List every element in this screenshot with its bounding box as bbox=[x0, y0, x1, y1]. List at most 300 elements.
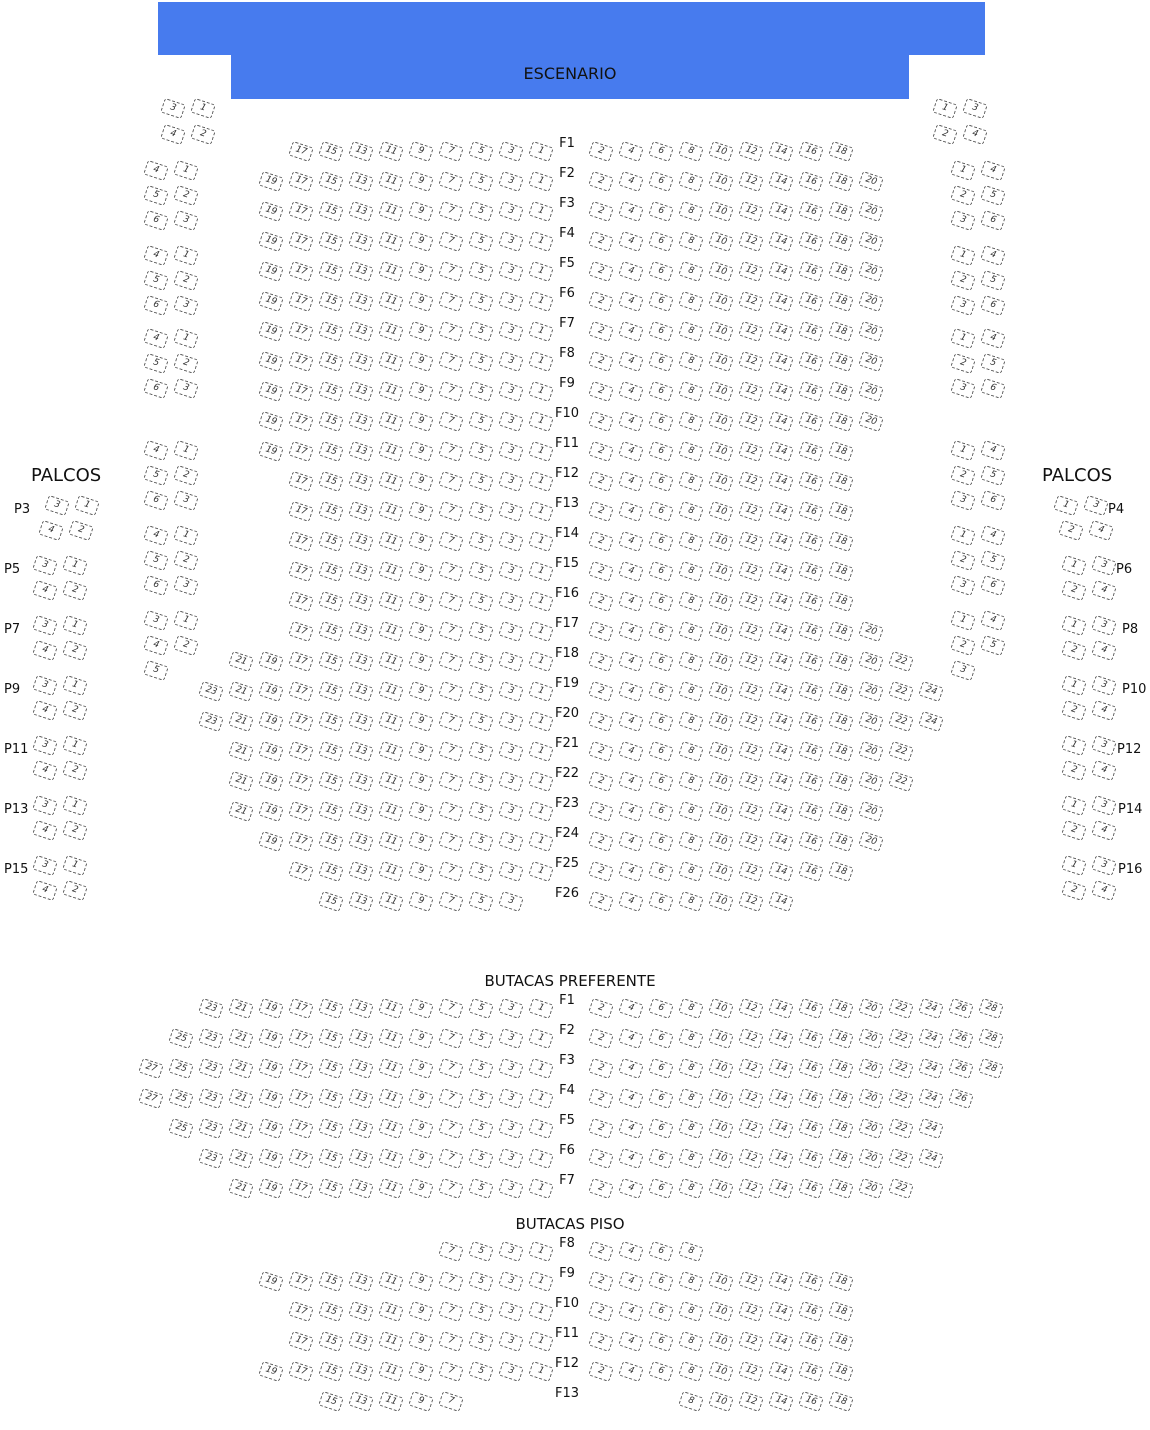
platea-seat[interactable]: 9 bbox=[408, 171, 434, 192]
platea-seat[interactable]: 17 bbox=[288, 321, 314, 342]
platea-seat[interactable]: 12 bbox=[738, 261, 764, 282]
piso-seat[interactable]: 2 bbox=[588, 1301, 614, 1322]
platea-seat[interactable]: 9 bbox=[408, 201, 434, 222]
piso-seat[interactable]: 14 bbox=[768, 1361, 794, 1382]
platea-seat[interactable]: 12 bbox=[738, 531, 764, 552]
preferente-seat[interactable]: 2 bbox=[588, 1118, 614, 1139]
platea-seat[interactable]: 5 bbox=[468, 651, 494, 672]
platea-seat[interactable]: 20 bbox=[858, 351, 884, 372]
side-left-seat[interactable]: 6 bbox=[143, 378, 169, 399]
side-left-seat[interactable]: 6 bbox=[143, 575, 169, 596]
box-seat[interactable]: 2 bbox=[62, 640, 88, 661]
platea-seat[interactable]: 11 bbox=[378, 711, 404, 732]
platea-seat[interactable]: 2 bbox=[588, 681, 614, 702]
platea-seat[interactable]: 8 bbox=[678, 411, 704, 432]
platea-seat[interactable]: 10 bbox=[708, 261, 734, 282]
platea-seat[interactable]: 4 bbox=[618, 861, 644, 882]
side-left-seat[interactable]: 3 bbox=[173, 210, 199, 231]
preferente-seat[interactable]: 15 bbox=[318, 1178, 344, 1199]
preferente-seat[interactable]: 19 bbox=[258, 1058, 284, 1079]
preferente-seat[interactable]: 9 bbox=[408, 998, 434, 1019]
platea-seat[interactable]: 3 bbox=[498, 261, 524, 282]
platea-seat[interactable]: 9 bbox=[408, 141, 434, 162]
platea-seat[interactable]: 2 bbox=[588, 501, 614, 522]
platea-seat[interactable]: 17 bbox=[288, 381, 314, 402]
preferente-seat[interactable]: 15 bbox=[318, 998, 344, 1019]
platea-seat[interactable]: 15 bbox=[318, 711, 344, 732]
platea-seat[interactable]: 7 bbox=[438, 381, 464, 402]
platea-seat[interactable]: 2 bbox=[588, 561, 614, 582]
platea-seat[interactable]: 1 bbox=[528, 411, 554, 432]
preferente-seat[interactable]: 6 bbox=[648, 1148, 674, 1169]
platea-seat[interactable]: 6 bbox=[648, 561, 674, 582]
platea-seat[interactable]: 17 bbox=[288, 831, 314, 852]
platea-seat[interactable]: 19 bbox=[258, 801, 284, 822]
side-left-seat[interactable]: 5 bbox=[143, 465, 169, 486]
platea-seat[interactable]: 6 bbox=[648, 801, 674, 822]
platea-seat[interactable]: 6 bbox=[648, 381, 674, 402]
platea-seat[interactable]: 14 bbox=[768, 891, 794, 912]
preferente-seat[interactable]: 16 bbox=[798, 1148, 824, 1169]
platea-seat[interactable]: 9 bbox=[408, 321, 434, 342]
platea-seat[interactable]: 11 bbox=[378, 471, 404, 492]
platea-seat[interactable]: 19 bbox=[258, 291, 284, 312]
side-right-seat[interactable]: 3 bbox=[950, 575, 976, 596]
preferente-seat[interactable]: 12 bbox=[738, 1088, 764, 1109]
platea-seat[interactable]: 5 bbox=[468, 711, 494, 732]
platea-seat[interactable]: 9 bbox=[408, 711, 434, 732]
preferente-seat[interactable]: 26 bbox=[948, 998, 974, 1019]
platea-seat[interactable]: 14 bbox=[768, 831, 794, 852]
platea-seat[interactable]: 13 bbox=[348, 231, 374, 252]
platea-seat[interactable]: 10 bbox=[708, 681, 734, 702]
platea-seat[interactable]: 16 bbox=[798, 201, 824, 222]
preferente-seat[interactable]: 10 bbox=[708, 1058, 734, 1079]
piso-seat[interactable]: 9 bbox=[408, 1331, 434, 1352]
box-seat[interactable]: 4 bbox=[1091, 580, 1117, 601]
piso-seat[interactable]: 7 bbox=[438, 1361, 464, 1382]
box-seat[interactable]: 1 bbox=[1061, 855, 1087, 876]
preferente-seat[interactable]: 6 bbox=[648, 1028, 674, 1049]
platea-seat[interactable]: 6 bbox=[648, 531, 674, 552]
platea-seat[interactable]: 2 bbox=[588, 741, 614, 762]
piso-seat[interactable]: 10 bbox=[708, 1391, 734, 1412]
platea-seat[interactable]: 5 bbox=[468, 771, 494, 792]
box-seat[interactable]: 4 bbox=[32, 820, 58, 841]
platea-seat[interactable]: 17 bbox=[288, 741, 314, 762]
side-left-seat[interactable]: 5 bbox=[143, 353, 169, 374]
piso-seat[interactable]: 19 bbox=[258, 1271, 284, 1292]
platea-seat[interactable]: 9 bbox=[408, 741, 434, 762]
platea-seat[interactable]: 14 bbox=[768, 321, 794, 342]
box-seat[interactable]: 3 bbox=[44, 495, 70, 516]
platea-seat[interactable]: 19 bbox=[258, 321, 284, 342]
platea-seat[interactable]: 4 bbox=[618, 621, 644, 642]
platea-seat[interactable]: 11 bbox=[378, 381, 404, 402]
platea-seat[interactable]: 13 bbox=[348, 861, 374, 882]
platea-seat[interactable]: 6 bbox=[648, 441, 674, 462]
platea-seat[interactable]: 10 bbox=[708, 231, 734, 252]
platea-seat[interactable]: 5 bbox=[468, 801, 494, 822]
platea-seat[interactable]: 6 bbox=[648, 171, 674, 192]
platea-seat[interactable]: 1 bbox=[528, 831, 554, 852]
preferente-seat[interactable]: 13 bbox=[348, 1028, 374, 1049]
piso-seat[interactable]: 18 bbox=[828, 1391, 854, 1412]
box-seat[interactable]: 4 bbox=[32, 880, 58, 901]
preferente-seat[interactable]: 5 bbox=[468, 1178, 494, 1199]
preferente-seat[interactable]: 12 bbox=[738, 1028, 764, 1049]
platea-seat[interactable]: 1 bbox=[528, 681, 554, 702]
piso-seat[interactable]: 8 bbox=[678, 1271, 704, 1292]
preferente-seat[interactable]: 17 bbox=[288, 1028, 314, 1049]
side-left-seat[interactable]: 2 bbox=[173, 185, 199, 206]
platea-seat[interactable]: 4 bbox=[618, 591, 644, 612]
piso-seat[interactable]: 1 bbox=[528, 1271, 554, 1292]
platea-seat[interactable]: 16 bbox=[798, 651, 824, 672]
platea-seat[interactable]: 13 bbox=[348, 591, 374, 612]
platea-seat[interactable]: 17 bbox=[288, 351, 314, 372]
platea-seat[interactable]: 4 bbox=[618, 741, 644, 762]
preferente-seat[interactable]: 2 bbox=[588, 1028, 614, 1049]
box-seat[interactable]: 2 bbox=[62, 820, 88, 841]
platea-seat[interactable]: 22 bbox=[888, 771, 914, 792]
preferente-seat[interactable]: 13 bbox=[348, 998, 374, 1019]
preferente-seat[interactable]: 22 bbox=[888, 1028, 914, 1049]
preferente-seat[interactable]: 1 bbox=[528, 1088, 554, 1109]
platea-seat[interactable]: 6 bbox=[648, 861, 674, 882]
piso-seat[interactable]: 16 bbox=[798, 1301, 824, 1322]
platea-seat[interactable]: 19 bbox=[258, 171, 284, 192]
platea-seat[interactable]: 13 bbox=[348, 411, 374, 432]
platea-seat[interactable]: 6 bbox=[648, 621, 674, 642]
piso-seat[interactable]: 5 bbox=[468, 1361, 494, 1382]
box-seat[interactable]: 2 bbox=[62, 700, 88, 721]
preferente-seat[interactable]: 9 bbox=[408, 1058, 434, 1079]
side-left-seat[interactable]: 2 bbox=[173, 353, 199, 374]
platea-seat[interactable]: 8 bbox=[678, 381, 704, 402]
side-right-seat[interactable]: 3 bbox=[950, 490, 976, 511]
platea-seat[interactable]: 18 bbox=[828, 621, 854, 642]
platea-seat[interactable]: 1 bbox=[528, 261, 554, 282]
platea-seat[interactable]: 14 bbox=[768, 801, 794, 822]
platea-seat[interactable]: 3 bbox=[498, 711, 524, 732]
platea-seat[interactable]: 18 bbox=[828, 381, 854, 402]
piso-seat[interactable]: 6 bbox=[648, 1271, 674, 1292]
platea-seat[interactable]: 4 bbox=[618, 651, 644, 672]
platea-seat[interactable]: 1 bbox=[528, 741, 554, 762]
preferente-seat[interactable]: 7 bbox=[438, 1058, 464, 1079]
platea-seat[interactable]: 5 bbox=[468, 501, 494, 522]
preferente-seat[interactable]: 18 bbox=[828, 998, 854, 1019]
preferente-seat[interactable]: 10 bbox=[708, 1118, 734, 1139]
platea-seat[interactable]: 18 bbox=[828, 651, 854, 672]
platea-seat[interactable]: 24 bbox=[918, 681, 944, 702]
side-right-seat[interactable]: 1 bbox=[950, 440, 976, 461]
preferente-seat[interactable]: 16 bbox=[798, 1058, 824, 1079]
platea-seat[interactable]: 8 bbox=[678, 441, 704, 462]
platea-seat[interactable]: 14 bbox=[768, 741, 794, 762]
platea-seat[interactable]: 3 bbox=[498, 231, 524, 252]
preferente-seat[interactable]: 19 bbox=[258, 998, 284, 1019]
side-right-seat[interactable]: 6 bbox=[980, 210, 1006, 231]
piso-seat[interactable]: 7 bbox=[438, 1241, 464, 1262]
platea-seat[interactable]: 13 bbox=[348, 321, 374, 342]
platea-seat[interactable]: 2 bbox=[588, 831, 614, 852]
preferente-seat[interactable]: 22 bbox=[888, 1058, 914, 1079]
platea-seat[interactable]: 20 bbox=[858, 321, 884, 342]
platea-seat[interactable]: 5 bbox=[468, 411, 494, 432]
platea-seat[interactable]: 10 bbox=[708, 291, 734, 312]
preferente-seat[interactable]: 4 bbox=[618, 1148, 644, 1169]
platea-seat[interactable]: 10 bbox=[708, 741, 734, 762]
preferente-seat[interactable]: 11 bbox=[378, 1058, 404, 1079]
platea-seat[interactable]: 12 bbox=[738, 381, 764, 402]
platea-seat[interactable]: 11 bbox=[378, 171, 404, 192]
preferente-seat[interactable]: 19 bbox=[258, 1118, 284, 1139]
side-left-seat[interactable]: 2 bbox=[173, 270, 199, 291]
preferente-seat[interactable]: 2 bbox=[588, 1178, 614, 1199]
preferente-seat[interactable]: 7 bbox=[438, 1178, 464, 1199]
platea-seat[interactable]: 8 bbox=[678, 501, 704, 522]
piso-seat[interactable]: 18 bbox=[828, 1331, 854, 1352]
platea-seat[interactable]: 2 bbox=[588, 471, 614, 492]
preferente-seat[interactable]: 7 bbox=[438, 1118, 464, 1139]
platea-seat[interactable]: 22 bbox=[888, 711, 914, 732]
platea-seat[interactable]: 9 bbox=[408, 531, 434, 552]
side-left-seat[interactable]: 1 bbox=[173, 525, 199, 546]
platea-seat[interactable]: 5 bbox=[468, 681, 494, 702]
side-left-seat[interactable]: 2 bbox=[190, 124, 216, 145]
preferente-seat[interactable]: 20 bbox=[858, 1148, 884, 1169]
platea-seat[interactable]: 8 bbox=[678, 471, 704, 492]
platea-seat[interactable]: 17 bbox=[288, 711, 314, 732]
preferente-seat[interactable]: 18 bbox=[828, 1028, 854, 1049]
preferente-seat[interactable]: 8 bbox=[678, 1088, 704, 1109]
side-right-seat[interactable]: 1 bbox=[950, 525, 976, 546]
platea-seat[interactable]: 13 bbox=[348, 141, 374, 162]
preferente-seat[interactable]: 3 bbox=[498, 1118, 524, 1139]
platea-seat[interactable]: 2 bbox=[588, 861, 614, 882]
platea-seat[interactable]: 16 bbox=[798, 561, 824, 582]
platea-seat[interactable]: 15 bbox=[318, 561, 344, 582]
platea-seat[interactable]: 10 bbox=[708, 351, 734, 372]
side-left-seat[interactable]: 4 bbox=[143, 160, 169, 181]
platea-seat[interactable]: 8 bbox=[678, 681, 704, 702]
platea-seat[interactable]: 1 bbox=[528, 321, 554, 342]
platea-seat[interactable]: 19 bbox=[258, 681, 284, 702]
platea-seat[interactable]: 1 bbox=[528, 441, 554, 462]
platea-seat[interactable]: 20 bbox=[858, 831, 884, 852]
box-seat[interactable]: 1 bbox=[74, 495, 100, 516]
preferente-seat[interactable]: 15 bbox=[318, 1118, 344, 1139]
platea-seat[interactable]: 12 bbox=[738, 561, 764, 582]
platea-seat[interactable]: 9 bbox=[408, 411, 434, 432]
platea-seat[interactable]: 8 bbox=[678, 591, 704, 612]
platea-seat[interactable]: 1 bbox=[528, 861, 554, 882]
platea-seat[interactable]: 21 bbox=[228, 651, 254, 672]
platea-seat[interactable]: 2 bbox=[588, 651, 614, 672]
platea-seat[interactable]: 13 bbox=[348, 891, 374, 912]
preferente-seat[interactable]: 4 bbox=[618, 1088, 644, 1109]
platea-seat[interactable]: 1 bbox=[528, 471, 554, 492]
platea-seat[interactable]: 5 bbox=[468, 891, 494, 912]
piso-seat[interactable]: 15 bbox=[318, 1301, 344, 1322]
platea-seat[interactable]: 6 bbox=[648, 711, 674, 732]
box-seat[interactable]: 1 bbox=[1061, 615, 1087, 636]
side-left-seat[interactable]: 3 bbox=[173, 378, 199, 399]
side-right-seat[interactable]: 3 bbox=[950, 378, 976, 399]
platea-seat[interactable]: 7 bbox=[438, 861, 464, 882]
platea-seat[interactable]: 8 bbox=[678, 861, 704, 882]
platea-seat[interactable]: 23 bbox=[198, 681, 224, 702]
platea-seat[interactable]: 15 bbox=[318, 681, 344, 702]
preferente-seat[interactable]: 2 bbox=[588, 1058, 614, 1079]
piso-seat[interactable]: 12 bbox=[738, 1271, 764, 1292]
piso-seat[interactable]: 1 bbox=[528, 1361, 554, 1382]
platea-seat[interactable]: 6 bbox=[648, 651, 674, 672]
box-seat[interactable]: 1 bbox=[1061, 735, 1087, 756]
side-left-seat[interactable]: 6 bbox=[143, 210, 169, 231]
platea-seat[interactable]: 21 bbox=[228, 801, 254, 822]
side-left-seat[interactable]: 4 bbox=[143, 525, 169, 546]
platea-seat[interactable]: 20 bbox=[858, 261, 884, 282]
platea-seat[interactable]: 4 bbox=[618, 441, 644, 462]
preferente-seat[interactable]: 20 bbox=[858, 1058, 884, 1079]
platea-seat[interactable]: 4 bbox=[618, 351, 644, 372]
platea-seat[interactable]: 21 bbox=[228, 741, 254, 762]
platea-seat[interactable]: 15 bbox=[318, 201, 344, 222]
platea-seat[interactable]: 7 bbox=[438, 891, 464, 912]
preferente-seat[interactable]: 3 bbox=[498, 1088, 524, 1109]
platea-seat[interactable]: 24 bbox=[918, 711, 944, 732]
platea-seat[interactable]: 18 bbox=[828, 171, 854, 192]
platea-seat[interactable]: 17 bbox=[288, 651, 314, 672]
platea-seat[interactable]: 19 bbox=[258, 261, 284, 282]
platea-seat[interactable]: 7 bbox=[438, 141, 464, 162]
platea-seat[interactable]: 14 bbox=[768, 471, 794, 492]
platea-seat[interactable]: 13 bbox=[348, 741, 374, 762]
piso-seat[interactable]: 7 bbox=[438, 1391, 464, 1412]
platea-seat[interactable]: 12 bbox=[738, 501, 764, 522]
platea-seat[interactable]: 3 bbox=[498, 831, 524, 852]
side-left-seat[interactable]: 1 bbox=[173, 610, 199, 631]
box-seat[interactable]: 2 bbox=[62, 580, 88, 601]
platea-seat[interactable]: 10 bbox=[708, 141, 734, 162]
platea-seat[interactable]: 3 bbox=[498, 381, 524, 402]
platea-seat[interactable]: 11 bbox=[378, 591, 404, 612]
box-seat[interactable]: 3 bbox=[32, 555, 58, 576]
side-left-seat[interactable]: 4 bbox=[160, 124, 186, 145]
platea-seat[interactable]: 17 bbox=[288, 591, 314, 612]
preferente-seat[interactable]: 19 bbox=[258, 1148, 284, 1169]
platea-seat[interactable]: 14 bbox=[768, 771, 794, 792]
side-right-seat[interactable]: 6 bbox=[980, 490, 1006, 511]
piso-seat[interactable]: 16 bbox=[798, 1271, 824, 1292]
preferente-seat[interactable]: 14 bbox=[768, 1028, 794, 1049]
platea-seat[interactable]: 9 bbox=[408, 801, 434, 822]
platea-seat[interactable]: 3 bbox=[498, 501, 524, 522]
platea-seat[interactable]: 12 bbox=[738, 831, 764, 852]
platea-seat[interactable]: 8 bbox=[678, 231, 704, 252]
side-right-seat[interactable]: 6 bbox=[980, 378, 1006, 399]
platea-seat[interactable]: 22 bbox=[888, 741, 914, 762]
preferente-seat[interactable]: 6 bbox=[648, 1058, 674, 1079]
platea-seat[interactable]: 15 bbox=[318, 891, 344, 912]
platea-seat[interactable]: 16 bbox=[798, 291, 824, 312]
platea-seat[interactable]: 1 bbox=[528, 501, 554, 522]
platea-seat[interactable]: 7 bbox=[438, 261, 464, 282]
platea-seat[interactable]: 1 bbox=[528, 711, 554, 732]
preferente-seat[interactable]: 22 bbox=[888, 1178, 914, 1199]
preferente-seat[interactable]: 1 bbox=[528, 1178, 554, 1199]
platea-seat[interactable]: 6 bbox=[648, 411, 674, 432]
platea-seat[interactable]: 4 bbox=[618, 801, 644, 822]
platea-seat[interactable]: 15 bbox=[318, 351, 344, 372]
piso-seat[interactable]: 13 bbox=[348, 1391, 374, 1412]
platea-seat[interactable]: 3 bbox=[498, 171, 524, 192]
platea-seat[interactable]: 6 bbox=[648, 471, 674, 492]
preferente-seat[interactable]: 18 bbox=[828, 1148, 854, 1169]
box-seat[interactable]: 3 bbox=[32, 855, 58, 876]
preferente-seat[interactable]: 9 bbox=[408, 1088, 434, 1109]
preferente-seat[interactable]: 7 bbox=[438, 1028, 464, 1049]
platea-seat[interactable]: 15 bbox=[318, 231, 344, 252]
platea-seat[interactable]: 3 bbox=[498, 771, 524, 792]
piso-seat[interactable]: 15 bbox=[318, 1361, 344, 1382]
platea-seat[interactable]: 12 bbox=[738, 741, 764, 762]
platea-seat[interactable]: 1 bbox=[528, 801, 554, 822]
piso-seat[interactable]: 7 bbox=[438, 1271, 464, 1292]
platea-seat[interactable]: 14 bbox=[768, 351, 794, 372]
piso-seat[interactable]: 4 bbox=[618, 1331, 644, 1352]
box-seat[interactable]: 3 bbox=[1083, 495, 1109, 516]
platea-seat[interactable]: 12 bbox=[738, 711, 764, 732]
platea-seat[interactable]: 19 bbox=[258, 411, 284, 432]
platea-seat[interactable]: 1 bbox=[528, 591, 554, 612]
platea-seat[interactable]: 4 bbox=[618, 411, 644, 432]
platea-seat[interactable]: 5 bbox=[468, 291, 494, 312]
platea-seat[interactable]: 3 bbox=[498, 561, 524, 582]
platea-seat[interactable]: 11 bbox=[378, 861, 404, 882]
platea-seat[interactable]: 14 bbox=[768, 651, 794, 672]
platea-seat[interactable]: 15 bbox=[318, 261, 344, 282]
piso-seat[interactable]: 18 bbox=[828, 1301, 854, 1322]
piso-seat[interactable]: 14 bbox=[768, 1301, 794, 1322]
preferente-seat[interactable]: 19 bbox=[258, 1088, 284, 1109]
side-right-seat[interactable]: 4 bbox=[962, 124, 988, 145]
platea-seat[interactable]: 7 bbox=[438, 831, 464, 852]
platea-seat[interactable]: 3 bbox=[498, 411, 524, 432]
platea-seat[interactable]: 14 bbox=[768, 411, 794, 432]
preferente-seat[interactable]: 26 bbox=[948, 1088, 974, 1109]
platea-seat[interactable]: 18 bbox=[828, 351, 854, 372]
platea-seat[interactable]: 18 bbox=[828, 141, 854, 162]
platea-seat[interactable]: 14 bbox=[768, 501, 794, 522]
side-left-seat[interactable]: 3 bbox=[143, 610, 169, 631]
piso-seat[interactable]: 6 bbox=[648, 1361, 674, 1382]
platea-seat[interactable]: 13 bbox=[348, 261, 374, 282]
platea-seat[interactable]: 11 bbox=[378, 561, 404, 582]
piso-seat[interactable]: 4 bbox=[618, 1301, 644, 1322]
side-right-seat[interactable]: 2 bbox=[932, 124, 958, 145]
platea-seat[interactable]: 18 bbox=[828, 321, 854, 342]
piso-seat[interactable]: 5 bbox=[468, 1241, 494, 1262]
preferente-seat[interactable]: 21 bbox=[228, 1148, 254, 1169]
piso-seat[interactable]: 17 bbox=[288, 1301, 314, 1322]
platea-seat[interactable]: 7 bbox=[438, 411, 464, 432]
piso-seat[interactable]: 2 bbox=[588, 1361, 614, 1382]
platea-seat[interactable]: 21 bbox=[228, 711, 254, 732]
